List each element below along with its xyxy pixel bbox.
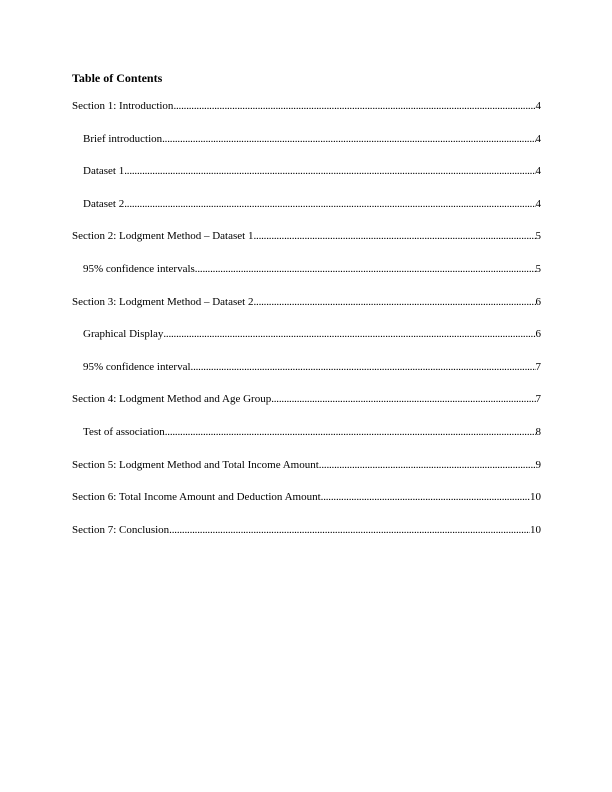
- toc-dot-leader: [124, 197, 535, 211]
- toc-list: [72, 99, 541, 555]
- toc-entry-graphical-display[interactable]: [72, 327, 541, 360]
- toc-entry-page: 6: [535, 328, 541, 341]
- toc-dot-leader: [162, 132, 535, 146]
- toc-entry-page: 10: [530, 491, 541, 504]
- toc-entry-section-1[interactable]: [72, 99, 541, 132]
- toc-entry-page: 10: [530, 523, 541, 536]
- toc-entry-label: Test of association: [83, 425, 165, 438]
- toc-entry-dataset-2[interactable]: [72, 197, 541, 230]
- toc-entry-test-of-association[interactable]: [72, 425, 541, 458]
- toc-entry-label: Dataset 2: [83, 197, 125, 210]
- toc-entry-page: 5: [535, 262, 541, 275]
- toc-dot-leader: [195, 262, 536, 276]
- toc-entry-dataset-1[interactable]: [72, 164, 541, 197]
- toc-entry-confidence-intervals-1[interactable]: [72, 262, 541, 295]
- toc-entry-label: Brief introduction: [83, 132, 163, 145]
- toc-title: Table of Contents: [72, 71, 163, 85]
- toc-entry-page: 4: [535, 165, 541, 178]
- toc-entry-label: Graphical Display: [83, 328, 164, 341]
- toc-dot-leader: [163, 327, 535, 341]
- toc-entry-label: Section 5: Lodgment Method and Total Income Amount: [72, 458, 319, 471]
- toc-entry-label: Section 2: Lodgment Method – Dataset 1: [72, 230, 254, 243]
- toc-entry-page: 5: [535, 230, 541, 243]
- toc-dot-leader: [319, 458, 536, 472]
- toc-entry-page: 6: [535, 295, 541, 308]
- toc-dot-leader: [124, 164, 535, 178]
- toc-dot-leader: [173, 99, 535, 113]
- toc-entry-section-4[interactable]: [72, 392, 541, 425]
- toc-entry-label: 95% confidence interval: [83, 360, 191, 373]
- toc-entry-page: 4: [535, 197, 541, 210]
- toc-entry-section-7[interactable]: [72, 523, 541, 556]
- toc-entry-page: 4: [535, 100, 541, 112]
- toc-entry-label: Section 7: Conclusion: [72, 523, 170, 536]
- toc-entry-page: 4: [535, 132, 541, 145]
- toc-entry-brief-introduction[interactable]: [72, 132, 541, 165]
- toc-entry-label: Section 1: Introduction: [72, 100, 174, 112]
- toc-entry-label: Section 6: Total Income Amount and Deduction Amount: [72, 491, 321, 504]
- toc-dot-leader: [169, 523, 530, 537]
- toc-dot-leader: [191, 360, 536, 374]
- toc-entry-page: 8: [535, 425, 541, 438]
- toc-entry-section-6[interactable]: [72, 490, 541, 523]
- toc-entry-label: 95% confidence intervals: [83, 262, 195, 275]
- toc-entry-label: Section 4: Lodgment Method and Age Group: [72, 393, 272, 406]
- toc-entry-page: 7: [535, 360, 541, 373]
- toc-dot-leader: [165, 425, 536, 439]
- toc-entry-section-2[interactable]: [72, 229, 541, 262]
- toc-entry-section-5[interactable]: [72, 458, 541, 491]
- toc-dot-leader: [253, 229, 535, 243]
- toc-entry-page: 9: [535, 458, 541, 471]
- toc-entry-label: Section 3: Lodgment Method – Dataset 2: [72, 295, 254, 308]
- toc-entry-confidence-interval-2[interactable]: [72, 360, 541, 393]
- toc-entry-page: 7: [535, 393, 541, 406]
- toc-dot-leader: [253, 295, 535, 309]
- toc-entry-section-3[interactable]: [72, 295, 541, 328]
- toc-dot-leader: [271, 392, 535, 406]
- toc-entry-label: Dataset 1: [83, 165, 125, 178]
- toc-dot-leader: [321, 490, 530, 504]
